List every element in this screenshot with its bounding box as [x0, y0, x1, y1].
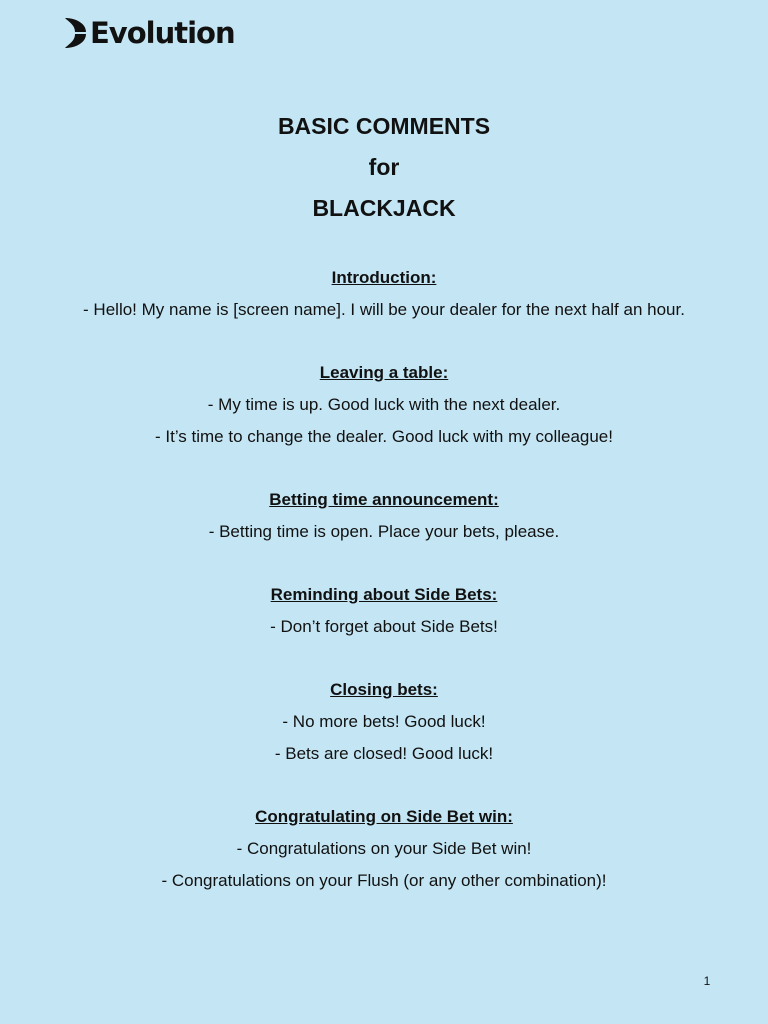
section-side-bets-reminder: [0, 579, 768, 643]
section-closing-bets: [0, 674, 768, 770]
section-line: - Congratulations on your Flush (or any other combination)!: [161, 871, 607, 890]
section-line: - Don’t forget about Side Bets!: [270, 617, 498, 636]
section-line: - Bets are closed! Good luck!: [274, 744, 494, 763]
brand-name: Evolution: [90, 16, 235, 50]
section-heading: Closing bets:: [330, 680, 438, 699]
section-betting-time: [0, 484, 768, 548]
section-side-bet-win: [0, 801, 768, 897]
section-line: - No more bets! Good luck!: [282, 712, 486, 731]
section-introduction: [0, 262, 768, 326]
document-title: [0, 106, 768, 229]
title-line-2: for: [368, 154, 400, 180]
section-line: - Betting time is open. Place your bets, please.: [208, 522, 560, 541]
section-heading: Congratulating on Side Bet win:: [255, 807, 513, 826]
title-line-1: BASIC COMMENTS: [277, 113, 491, 139]
page-number: 1: [703, 974, 711, 988]
section-line: - Congratulations on your Side Bet win!: [236, 839, 532, 858]
title-line-3: BLACKJACK: [312, 195, 456, 221]
brand-logo: [63, 15, 235, 51]
comments-content: [0, 262, 768, 928]
section-heading: Betting time announcement:: [269, 490, 499, 509]
section-leaving-table: [0, 357, 768, 453]
section-heading: Leaving a table:: [319, 363, 449, 382]
section-line: - Hello! My name is [screen name]. I will be your dealer for the next half an hour.: [83, 300, 685, 319]
evolution-logo-icon: [63, 17, 87, 49]
section-line: - My time is up. Good luck with the next dealer.: [207, 395, 561, 414]
section-heading: Reminding about Side Bets:: [270, 585, 498, 604]
section-heading: Introduction:: [331, 268, 437, 287]
section-line: - It’s time to change the dealer. Good luck with my colleague!: [155, 427, 613, 446]
